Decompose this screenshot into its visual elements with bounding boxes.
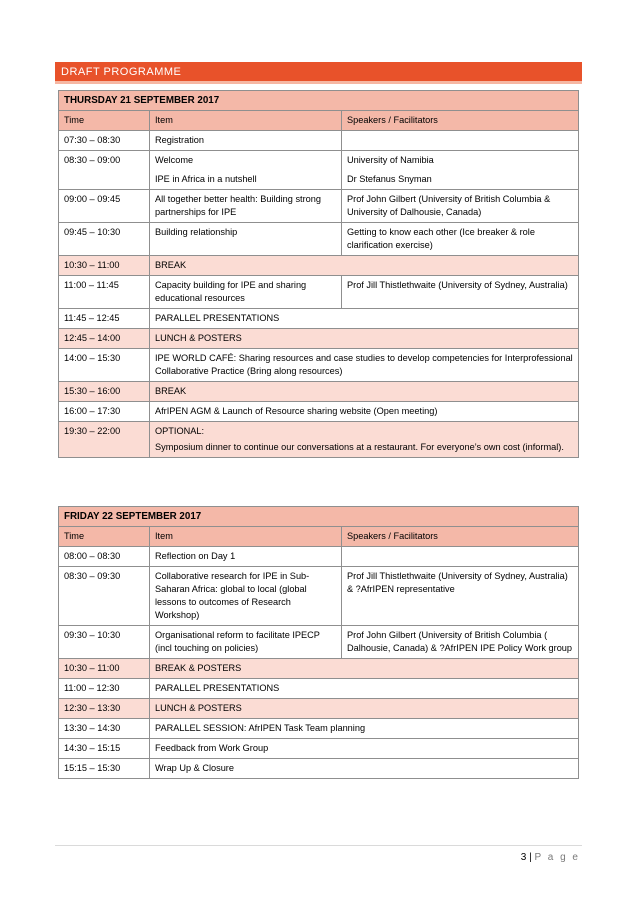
row-time: 10:30 – 11:00 [59, 659, 150, 679]
row-time: 12:30 – 13:30 [59, 699, 150, 719]
day-title: FRIDAY 22 SEPTEMBER 2017 [59, 507, 579, 527]
row-speakers [342, 151, 579, 190]
table-row-optional [59, 422, 579, 458]
row-speakers: Prof Jill Thistlethwaite (University of Sydney, Australia) & ?AfrIPEN representative [342, 567, 579, 626]
page-number [521, 852, 580, 863]
row-speakers-line: Dr Stefanus Snyman [347, 174, 432, 184]
row-item: PARALLEL SESSION: AfrIPEN Task Team planning [150, 719, 579, 739]
row-time: 09:00 – 09:45 [59, 190, 150, 223]
table-row [59, 402, 579, 422]
row-item: Feedback from Work Group [150, 739, 579, 759]
row-item-line: Welcome [155, 155, 194, 165]
day-header-row [59, 91, 579, 111]
column-header-row [59, 527, 579, 547]
table-row [59, 679, 579, 699]
row-time: 11:00 – 11:45 [59, 276, 150, 309]
row-item: BREAK & POSTERS [150, 659, 579, 679]
table-row [59, 151, 579, 190]
column-header-row [59, 111, 579, 131]
row-time: 07:30 – 08:30 [59, 131, 150, 151]
row-time: 09:30 – 10:30 [59, 626, 150, 659]
row-item: PARALLEL PRESENTATIONS [150, 679, 579, 699]
row-item-line: OPTIONAL: [155, 426, 205, 436]
banner-title: DRAFT PROGRAMME [61, 66, 182, 78]
row-time: 08:00 – 08:30 [59, 547, 150, 567]
row-speakers-line: University of Namibia [347, 155, 434, 165]
page-label: P a g e [534, 852, 580, 863]
row-item: BREAK [150, 256, 579, 276]
page-number-separator: | [529, 852, 532, 863]
row-item [150, 151, 342, 190]
row-time: 14:00 – 15:30 [59, 349, 150, 382]
page-number-value: 3 [520, 852, 527, 863]
table-row [59, 309, 579, 329]
row-speakers: Prof John Gilbert (University of British Columbia & University of Dalhousie, Canada) [342, 190, 579, 223]
row-time: 11:00 – 12:30 [59, 679, 150, 699]
table-row [59, 349, 579, 382]
row-time: 19:30 – 22:00 [59, 422, 150, 458]
table-row [59, 719, 579, 739]
row-item: Capacity building for IPE and sharing educational resources [150, 276, 342, 309]
table-row [59, 739, 579, 759]
table-row-break [59, 659, 579, 679]
row-item: Registration [150, 131, 342, 151]
row-time: 16:00 – 17:30 [59, 402, 150, 422]
row-item: IPE WORLD CAFÉ: Sharing resources and case studies to develop competencies for Interprofessional Collaborative Practice (Bring along resources) [150, 349, 579, 382]
section-banner [55, 62, 582, 81]
row-item: BREAK [150, 382, 579, 402]
col-time: Time [59, 527, 150, 547]
col-item: Item [150, 527, 342, 547]
row-time: 12:45 – 14:00 [59, 329, 150, 349]
row-time: 13:30 – 14:30 [59, 719, 150, 739]
row-time: 10:30 – 11:00 [59, 256, 150, 276]
col-item: Item [150, 111, 342, 131]
row-item: Reflection on Day 1 [150, 547, 342, 567]
table-row [59, 223, 579, 256]
table-row [59, 131, 579, 151]
row-time: 11:45 – 12:45 [59, 309, 150, 329]
row-item: All together better health: Building strong partnerships for IPE [150, 190, 342, 223]
row-speakers [342, 131, 579, 151]
row-item: PARALLEL PRESENTATIONS [150, 309, 579, 329]
row-item [150, 422, 579, 458]
row-time: 08:30 – 09:00 [59, 151, 150, 190]
table-row [59, 759, 579, 779]
col-speakers: Speakers / Facilitators [342, 527, 579, 547]
row-time: 14:30 – 15:15 [59, 739, 150, 759]
table-row-break [59, 382, 579, 402]
friday-schedule-table [58, 506, 579, 779]
day-title: THURSDAY 21 SEPTEMBER 2017 [59, 91, 579, 111]
table-row-break [59, 256, 579, 276]
thursday-schedule-table [58, 90, 579, 458]
row-speakers: Getting to know each other (Ice breaker & role clarification exercise) [342, 223, 579, 256]
table-row-break [59, 329, 579, 349]
table-row [59, 567, 579, 626]
table-row [59, 276, 579, 309]
row-time: 15:15 – 15:30 [59, 759, 150, 779]
row-time: 08:30 – 09:30 [59, 567, 150, 626]
row-speakers [342, 547, 579, 567]
day-header-row [59, 507, 579, 527]
row-item: AfrIPEN AGM & Launch of Resource sharing website (Open meeting) [150, 402, 579, 422]
table-row [59, 626, 579, 659]
row-time: 09:45 – 10:30 [59, 223, 150, 256]
table-row [59, 190, 579, 223]
table-row [59, 547, 579, 567]
col-time: Time [59, 111, 150, 131]
row-speakers: Prof John Gilbert (University of British Columbia ( Dalhousie, Canada) & ?AfrIPEN IPE Policy Work group [342, 626, 579, 659]
row-item: LUNCH & POSTERS [150, 329, 579, 349]
row-item: Organisational reform to facilitate IPECP (incl touching on policies) [150, 626, 342, 659]
row-item: Wrap Up & Closure [150, 759, 579, 779]
row-item: LUNCH & POSTERS [150, 699, 579, 719]
row-item-line: Symposium dinner to continue our conversations at a restaurant. For everyone’s own cost (informal). [155, 442, 564, 452]
row-item-line: IPE in Africa in a nutshell [155, 174, 257, 184]
row-time: 15:30 – 16:00 [59, 382, 150, 402]
footer-divider [55, 845, 582, 846]
col-speakers: Speakers / Facilitators [342, 111, 579, 131]
banner-underline [55, 81, 582, 84]
row-speakers: Prof Jill Thistlethwaite (University of Sydney, Australia) [342, 276, 579, 309]
row-item: Collaborative research for IPE in Sub-Saharan Africa: global to local (global lessons to outcomes of Research Workshop) [150, 567, 342, 626]
row-item: Building relationship [150, 223, 342, 256]
table-row-break [59, 699, 579, 719]
